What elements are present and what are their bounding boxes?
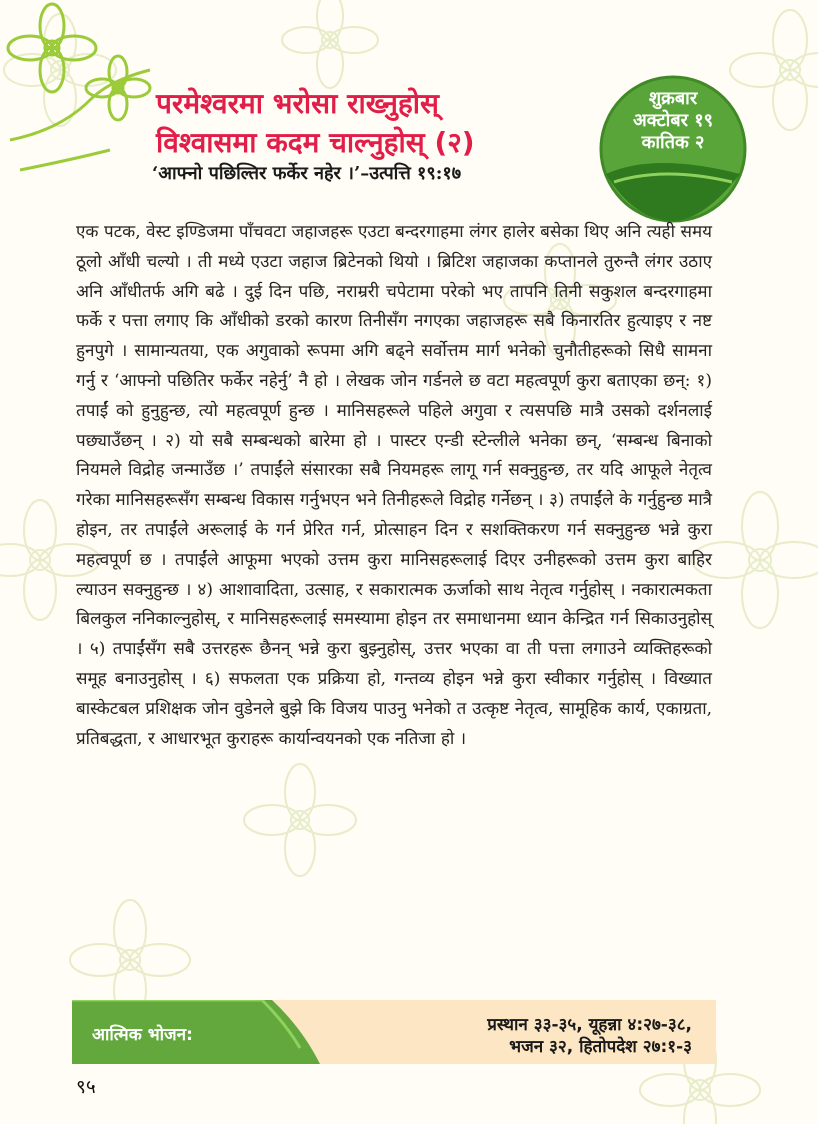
reading-refs-line-1: प्रस्थान ३३-३५, यूहन्ना ४:२७-३८, [487, 1015, 692, 1035]
page-number: ९५ [76, 1076, 96, 1098]
date-badge [594, 70, 752, 228]
title-line-1: परमेश्वरमा भरोसा राख्नुहोस् [156, 87, 439, 120]
body-paragraph: एक पटक, वेस्ट इण्डिजमा पाँचवटा जहाजहरू एउटा बन्दरगाहमा लंगर हालेर बसेका थिए अनि त्यही समय ठूलो आँधी चल्यो । ती मध्ये एउटा जहाज ब्रिटेनको थियो । ब्रिटिश जहाजका कप्तानले तुरुन्तै लंगर उठाए अनि आँधीतर्फ अगि बढे । दुई दिन पछि, नराम्ररी चपेटामा परेको भए तापनि तिनी सकुशल बन्दरगाहमा फर्के र पत्ता लगाए कि आँधीको डरको कारण तिनीसँग नगएका जहाजहरू सबै किनारतिर हुत्याइए र नष्ट हुनपुगे । सामान्यतया, एक अगुवाको रूपमा अगि बढ्ने सर्वोत्तम मार्ग भनेको चुनौतीहरूको सिधै सामना गर्नु र ‘आफ्नो पछितिर फर्केर नहेर्नु’ नै हो । लेखक जोन गर्डनले छ वटा महत्वपूर्ण कुरा बताएका छन्: १) तपाईं को हुनुहुन्छ, त्यो महत्वपूर्ण हुन्छ । मानिसहरूले पहिले अगुवा र त्यसपछि मात्रै उसको दर्शनलाई पछ्याउँछन् । २) यो सबै सम्बन्धको बारेमा हो । पास्टर एन्डी स्टेन्लीले भनेका छन्, ‘सम्बन्ध बिनाको नियमले विद्रोह जन्माउँछ ।’ तपाईंले संसारका सबै नियमहरू लागू गर्न सक्नुहुन्छ, तर यदि आफूले नेतृत्व गरेका मानिसहरूसँग सम्बन्ध विकास गर्नुभएन भने तिनीहरूले विद्रोह गर्नेछन् । ३) तपाईंले के गर्नुहुन्छ मात्रै होइन, तर तपाईंले अरूलाई के गर्न प्रेरित गर्न, प्रोत्साहन दिन र सशक्तिकरण गर्न सक्नुहुन्छ भन्ने कुरा महत्वपूर्ण छ । तपाईंले आफूमा भएको उत्तम कुरा मानिसहरूलाई दिएर उनीहरूको उत्तम कुरा बाहिर ल्याउन सक्नुहुन्छ । ४) आशावादिता, उत्साह, र सकारात्मक ऊर्जाको साथ नेतृत्व गर्नुहोस् । नकारात्मकता बिलकुल ननिकाल्नुहोस्, र मानिसहरूलाई समस्यामा होइन तर समाधानमा ध्यान केन्द्रित गर्न सिकाउनुहोस् । ५) तपाईंसँग सबै उत्तरहरू छैनन् भन्ने कुरा बुझ्नुहोस्, उत्तर भएका वा ती पत्ता लगाउने व्यक्तिहरूको समूह बनाउनुहोस् । ६) सफलता एक प्रक्रिया हो, गन्तव्य होइन भन्ने कुरा स्वीकार गर्नुहोस् । विख्यात बास्केटबल प्रशिक्षक जोन वुडेनले बुझे कि विजय पाउनु भनेको त उत्कृष्ट नेतृत्व, सामूहिक कार्य, एकाग्रता, प्रतिबद्धता, र आधारभूत कुराहरू कार्यान्वयनको एक नतिजा हो । [76, 222, 712, 749]
badge-day: शुक्रबार [648, 88, 698, 109]
page-title [156, 84, 576, 162]
reading-refs-line-2: भजन ३२, हितोपदेश २७:१-३ [509, 1037, 692, 1057]
badge-nepali-date: कातिक २ [641, 132, 705, 153]
devotional-body [76, 218, 712, 754]
title-line-2: विश्वासमा कदम चाल्नुहोस् (२) [156, 126, 475, 159]
badge-date: अक्टोबर १९ [633, 110, 713, 131]
spiritual-food-label: आत्मिक भोजन: [92, 1025, 193, 1045]
reading-references [330, 1014, 692, 1058]
key-verse: ‘आफ्नो पछिल्तिर फर्केर नहेर ।’–उत्पत्ति १९:१७ [152, 163, 462, 184]
